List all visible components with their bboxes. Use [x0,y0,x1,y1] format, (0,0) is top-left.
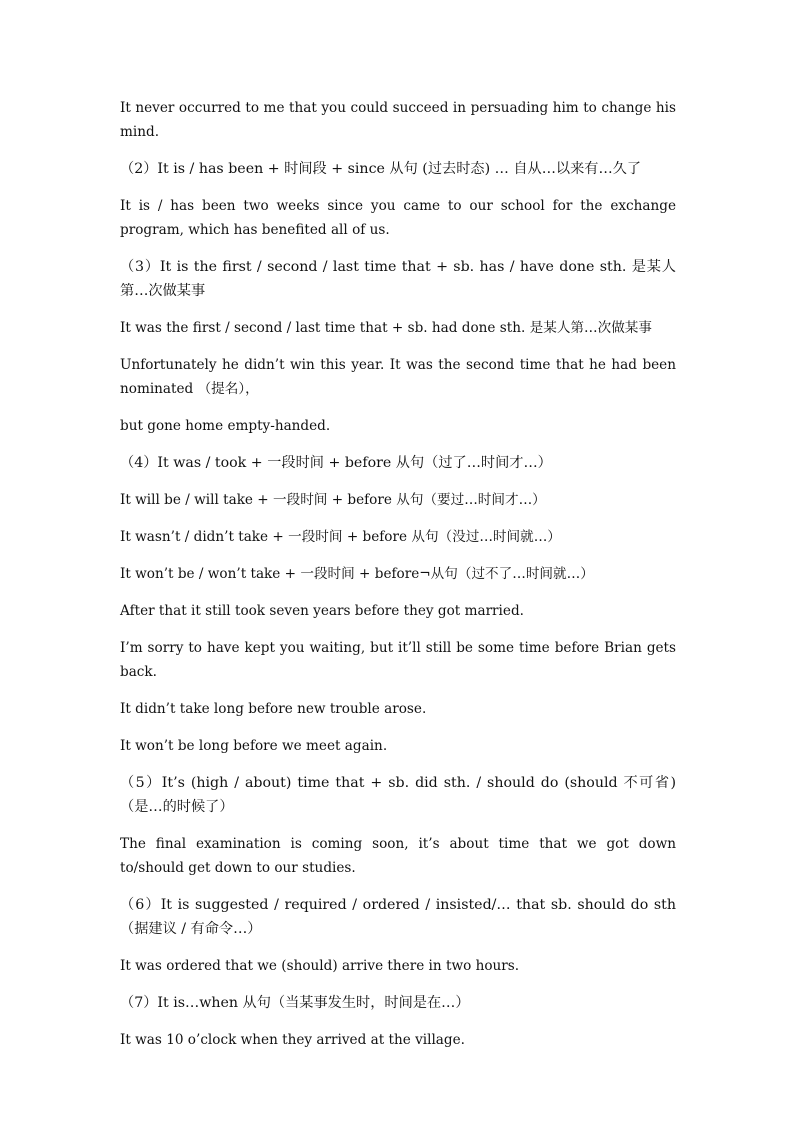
example-sentence: It was ordered that we (should) arrive there in two hours. [120,958,520,974]
example-sentence: After that it still took seven years before they got married. [120,603,524,619]
grammar-heading-3: （3）It is the first / second / last time that + sb. has / have done sth. 是某人第…次做某事 [120,259,676,299]
grammar-heading-6: （6）It is suggested / required / ordered / insisted/… that sb. should do sth（据建议 / 有命令…） [120,897,676,937]
example-sentence: It didn’t take long before new trouble arose. [120,701,427,717]
grammar-heading-5: （5）It’s (high / about) time that + sb. did sth. / should do (should 不可省)（是…的时候了） [120,775,676,815]
grammar-rule: It was the first / second / last time that + sb. had done sth. 是某人第…次做某事 [120,320,652,336]
example-sentence: I’m sorry to have kept you waiting, but it’ll still be some time before Brian gets back. [120,640,676,680]
example-sentence: The final examination is coming soon, it’s about time that we got down to/should get down to our studies. [120,836,676,876]
grammar-rule: It won’t be / won’t take + 一段时间 + before¬从句（过不了…时间就…） [120,566,594,582]
example-sentence: It won’t be long before we meet again. [120,738,388,754]
grammar-heading-4: （4）It was / took + 一段时间 + before 从句（过了…时间才…） [120,455,552,471]
example-sentence: Unfortunately he didn’t win this year. It was the second time that he had been nominated （提名）， [120,357,676,397]
example-sentence: It never occurred to me that you could succeed in persuading him to change his mind. [120,100,676,140]
grammar-heading-7: （7）It is…when 从句（当某事发生时，时间是在…） [120,995,470,1011]
example-sentence: It is / has been two weeks since you came to our school for the exchange program, which has benefited all of us. [120,198,676,238]
example-sentence-continuation: but gone home empty-handed. [120,418,331,434]
grammar-heading-2: （2）It is / has been + 时间段 + since 从句 (过去时态) … 自从…以来有…久了 [120,161,642,177]
document-page [120,96,676,1065]
grammar-rule: It will be / will take + 一段时间 + before 从句（要过…时间才…） [120,492,546,508]
example-sentence: It was 10 o’clock when they arrived at the village. [120,1032,465,1048]
grammar-rule: It wasn’t / didn’t take + 一段时间 + before 从句（没过…时间就…） [120,529,561,545]
